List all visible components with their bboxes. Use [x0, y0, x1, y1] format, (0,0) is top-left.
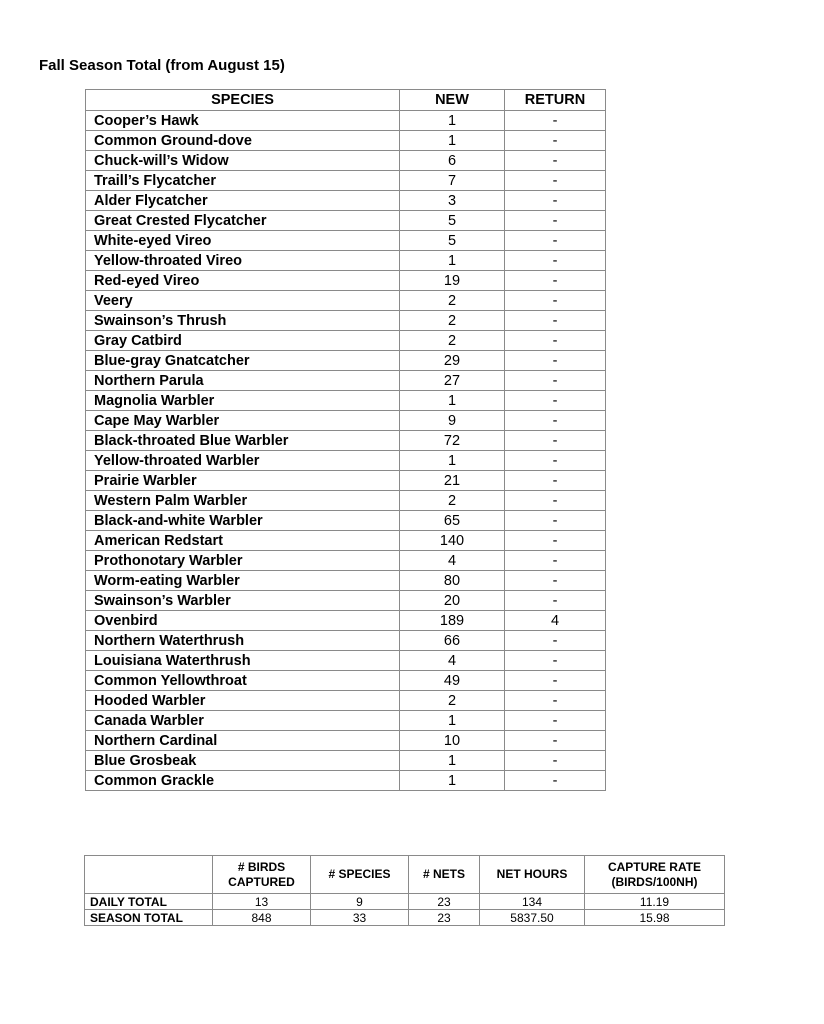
net-hours-header: NET HOURS	[480, 856, 585, 894]
species-name-cell: Prothonotary Warbler	[86, 551, 400, 571]
return-count-cell: 4	[505, 611, 606, 631]
table-row	[86, 591, 606, 611]
new-count-cell: 65	[400, 511, 505, 531]
new-count-cell: 80	[400, 571, 505, 591]
species-name-cell: Swainson’s Thrush	[86, 311, 400, 331]
species-name-cell: Northern Waterthrush	[86, 631, 400, 651]
nets-header: # NETS	[409, 856, 480, 894]
capture-rate-label: CAPTURE RATE	[607, 859, 702, 874]
season-birds: 848	[213, 910, 311, 926]
return-count-cell: -	[505, 591, 606, 611]
return-count-cell: -	[505, 191, 606, 211]
species-name-cell: Chuck-will’s Widow	[86, 151, 400, 171]
species-table-header	[86, 90, 606, 111]
table-row	[86, 551, 606, 571]
new-count-cell: 1	[400, 391, 505, 411]
return-count-cell: -	[505, 651, 606, 671]
table-row	[86, 131, 606, 151]
return-count-cell: -	[505, 731, 606, 751]
species-name-cell: Swainson’s Warbler	[86, 591, 400, 611]
table-row	[86, 171, 606, 191]
new-count-cell: 1	[400, 451, 505, 471]
return-count-cell: -	[505, 531, 606, 551]
new-count-cell: 2	[400, 691, 505, 711]
new-count-cell: 7	[400, 171, 505, 191]
species-name-cell: Hooded Warbler	[86, 691, 400, 711]
new-count-cell: 20	[400, 591, 505, 611]
new-count-cell: 2	[400, 311, 505, 331]
new-count-cell: 140	[400, 531, 505, 551]
return-count-cell: -	[505, 751, 606, 771]
table-row	[86, 411, 606, 431]
return-count-cell: -	[505, 371, 606, 391]
species-name-cell: American Redstart	[86, 531, 400, 551]
new-count-cell: 1	[400, 711, 505, 731]
new-count-cell: 10	[400, 731, 505, 751]
return-count-cell: -	[505, 631, 606, 651]
species-name-cell: Traill’s Flycatcher	[86, 171, 400, 191]
return-count-cell: -	[505, 711, 606, 731]
species-name-cell: Worm-eating Warbler	[86, 571, 400, 591]
new-count-cell: 1	[400, 751, 505, 771]
table-row	[86, 651, 606, 671]
species-name-cell: Common Ground-dove	[86, 131, 400, 151]
daily-nets: 23	[409, 894, 480, 910]
species-name-cell: Common Grackle	[86, 771, 400, 791]
table-row	[86, 691, 606, 711]
page-title: Fall Season Total (from August 15)	[39, 57, 285, 74]
new-count-cell: 29	[400, 351, 505, 371]
species-name-cell: Western Palm Warbler	[86, 491, 400, 511]
return-count-cell: -	[505, 351, 606, 371]
return-count-cell: -	[505, 671, 606, 691]
new-count-cell: 2	[400, 291, 505, 311]
new-count-cell: 9	[400, 411, 505, 431]
table-row	[86, 631, 606, 651]
new-count-cell: 72	[400, 431, 505, 451]
new-count-cell: 3	[400, 191, 505, 211]
species-name-cell: Alder Flycatcher	[86, 191, 400, 211]
species-name-cell: Red-eyed Vireo	[86, 271, 400, 291]
return-count-cell: -	[505, 291, 606, 311]
species-name-cell: Common Yellowthroat	[86, 671, 400, 691]
species-name-cell: Yellow-throated Warbler	[86, 451, 400, 471]
new-count-cell: 49	[400, 671, 505, 691]
table-row	[86, 271, 606, 291]
new-count-cell: 2	[400, 331, 505, 351]
daily-species: 9	[311, 894, 409, 910]
table-row	[86, 211, 606, 231]
table-row	[86, 191, 606, 211]
table-row	[86, 111, 606, 131]
species-name-cell: Blue Grosbeak	[86, 751, 400, 771]
new-count-cell: 1	[400, 111, 505, 131]
season-capture-rate: 15.98	[585, 910, 725, 926]
table-row	[86, 311, 606, 331]
table-row	[86, 251, 606, 271]
summary-header-row	[85, 856, 725, 894]
table-row	[86, 511, 606, 531]
new-count-cell: 21	[400, 471, 505, 491]
new-count-cell: 4	[400, 551, 505, 571]
species-column-header: SPECIES	[86, 90, 400, 111]
capture-rate-header	[585, 856, 725, 894]
species-name-cell: Ovenbird	[86, 611, 400, 631]
species-name-cell: Yellow-throated Vireo	[86, 251, 400, 271]
table-row	[86, 451, 606, 471]
table-row	[86, 711, 606, 731]
return-count-cell: -	[505, 231, 606, 251]
return-count-cell: -	[505, 331, 606, 351]
table-row	[86, 611, 606, 631]
species-name-cell: Prairie Warbler	[86, 471, 400, 491]
return-count-cell: -	[505, 251, 606, 271]
season-net-hours: 5837.50	[480, 910, 585, 926]
return-count-cell: -	[505, 411, 606, 431]
species-name-cell: Northern Parula	[86, 371, 400, 391]
return-count-cell: -	[505, 691, 606, 711]
summary-table	[84, 855, 725, 926]
return-count-cell: -	[505, 771, 606, 791]
table-row	[86, 371, 606, 391]
new-count-cell: 27	[400, 371, 505, 391]
table-row	[86, 671, 606, 691]
table-row	[86, 291, 606, 311]
new-count-cell: 189	[400, 611, 505, 631]
species-name-cell: Louisiana Waterthrush	[86, 651, 400, 671]
table-row	[86, 231, 606, 251]
new-column-header: NEW	[400, 90, 505, 111]
return-count-cell: -	[505, 271, 606, 291]
species-name-cell: Veery	[86, 291, 400, 311]
return-count-cell: -	[505, 451, 606, 471]
species-name-cell: Gray Catbird	[86, 331, 400, 351]
return-count-cell: -	[505, 471, 606, 491]
birds-captured-header: # BIRDS CAPTURED	[213, 856, 311, 894]
return-count-cell: -	[505, 111, 606, 131]
summary-corner-cell	[85, 856, 213, 894]
return-count-cell: -	[505, 151, 606, 171]
species-name-cell: Black-throated Blue Warbler	[86, 431, 400, 451]
daily-birds: 13	[213, 894, 311, 910]
return-count-cell: -	[505, 391, 606, 411]
species-name-cell: Canada Warbler	[86, 711, 400, 731]
return-count-cell: -	[505, 131, 606, 151]
new-count-cell: 19	[400, 271, 505, 291]
species-name-cell: Cape May Warbler	[86, 411, 400, 431]
season-total-label: SEASON TOTAL	[85, 910, 213, 926]
daily-total-row	[85, 894, 725, 910]
new-count-cell: 1	[400, 131, 505, 151]
daily-net-hours: 134	[480, 894, 585, 910]
return-count-cell: -	[505, 311, 606, 331]
species-name-cell: Blue-gray Gnatcatcher	[86, 351, 400, 371]
new-count-cell: 4	[400, 651, 505, 671]
species-name-cell: Northern Cardinal	[86, 731, 400, 751]
new-count-cell: 2	[400, 491, 505, 511]
return-count-cell: -	[505, 511, 606, 531]
species-table	[85, 89, 606, 791]
season-nets: 23	[409, 910, 480, 926]
return-count-cell: -	[505, 171, 606, 191]
table-row	[86, 351, 606, 371]
new-count-cell: 66	[400, 631, 505, 651]
species-name-cell: Great Crested Flycatcher	[86, 211, 400, 231]
new-count-cell: 5	[400, 231, 505, 251]
table-row	[86, 391, 606, 411]
capture-rate-unit: (BIRDS/100NH)	[611, 874, 698, 889]
table-row	[86, 531, 606, 551]
species-name-cell: White-eyed Vireo	[86, 231, 400, 251]
return-count-cell: -	[505, 211, 606, 231]
new-count-cell: 1	[400, 771, 505, 791]
return-count-cell: -	[505, 431, 606, 451]
season-species: 33	[311, 910, 409, 926]
new-count-cell: 6	[400, 151, 505, 171]
season-total-row	[85, 910, 725, 926]
return-column-header: RETURN	[505, 90, 606, 111]
species-name-cell: Black-and-white Warbler	[86, 511, 400, 531]
return-count-cell: -	[505, 571, 606, 591]
daily-total-label: DAILY TOTAL	[85, 894, 213, 910]
table-row	[86, 571, 606, 591]
table-row	[86, 491, 606, 511]
return-count-cell: -	[505, 491, 606, 511]
new-count-cell: 5	[400, 211, 505, 231]
species-name-cell: Magnolia Warbler	[86, 391, 400, 411]
table-row	[86, 331, 606, 351]
return-count-cell: -	[505, 551, 606, 571]
table-row	[86, 431, 606, 451]
species-name-cell: Cooper’s Hawk	[86, 111, 400, 131]
new-count-cell: 1	[400, 251, 505, 271]
species-count-header: # SPECIES	[311, 856, 409, 894]
table-row	[86, 471, 606, 491]
table-row	[86, 771, 606, 791]
daily-capture-rate: 11.19	[585, 894, 725, 910]
table-row	[86, 731, 606, 751]
table-row	[86, 751, 606, 771]
table-row	[86, 151, 606, 171]
